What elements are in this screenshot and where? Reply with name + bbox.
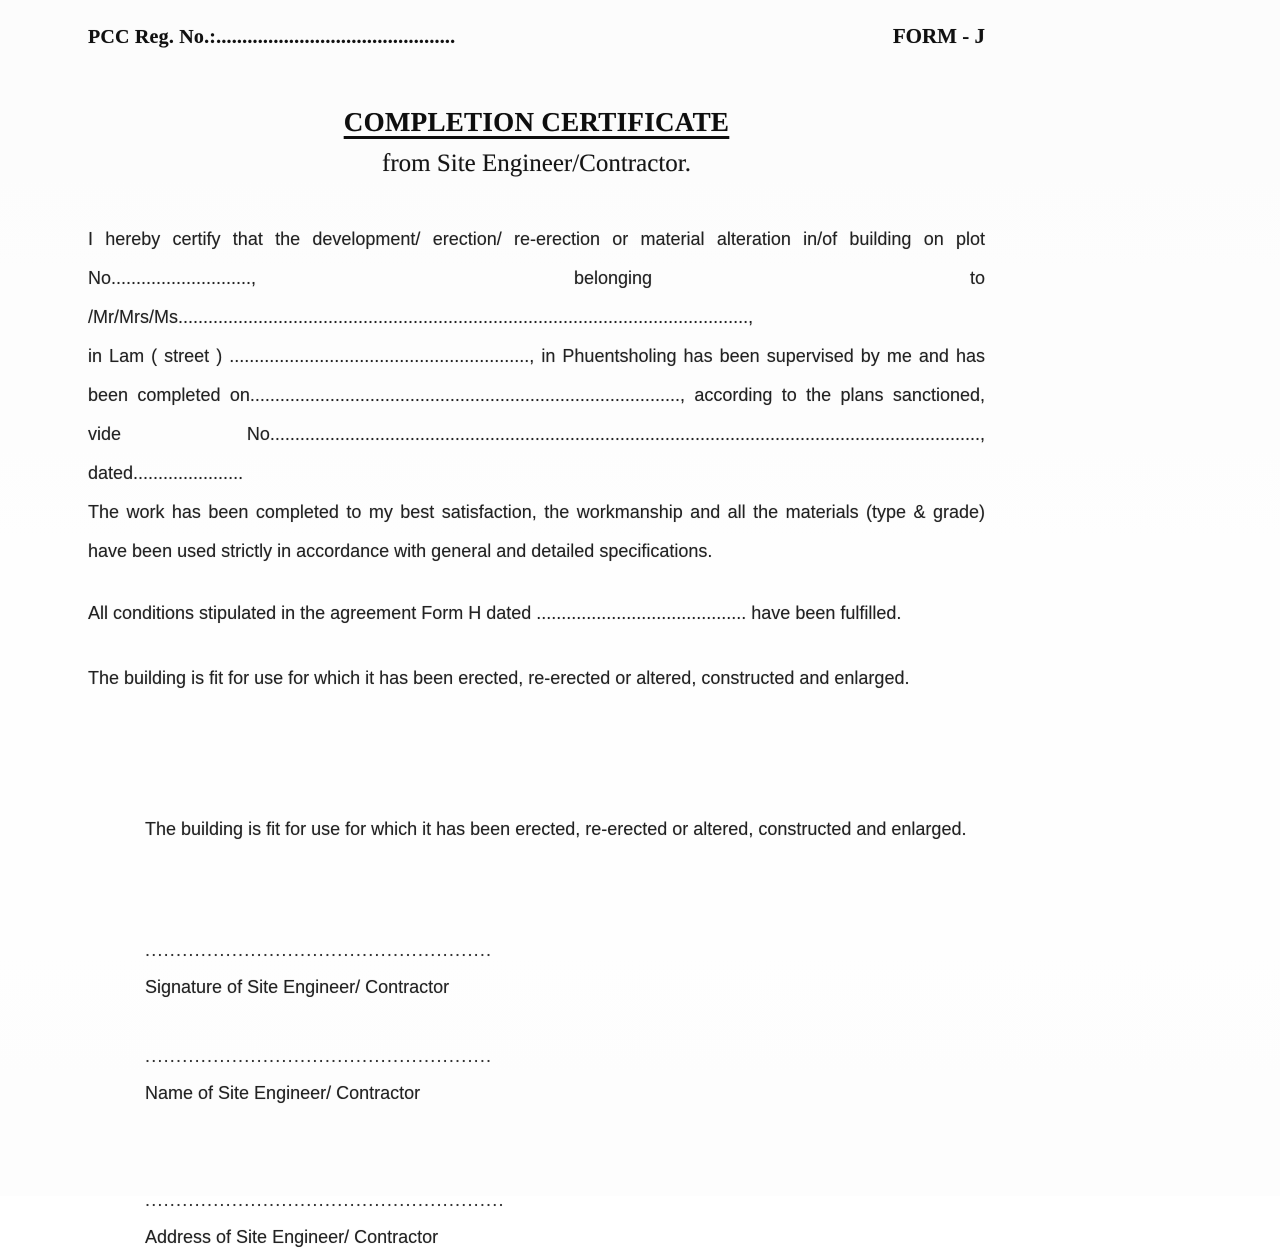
building-fit-line-repeat: The building is fit for use for which it has been erected, re-erected or altered, constructed and enlarged.: [145, 819, 967, 839]
pcc-reg-no-field: PCC Reg. No.:..............................................: [88, 26, 456, 48]
building-fit-line: The building is fit for use for which it has been erected, re-erected or altered, constructed and enlarged.: [88, 668, 910, 688]
name-block: [88, 1044, 985, 1106]
address-dots-line: ..........................................................: [145, 1190, 505, 1210]
signature-dots-line: ........................................................: [145, 940, 493, 960]
certify-line-6-workmanship: The work has been completed to my best satisfaction, the workmanship and all the materials (type & grade): [88, 502, 985, 522]
address-block: [88, 1188, 985, 1250]
certify-line-5-vide-no-dated-field: vide No.............................................................................................................................................., dated......................: [88, 424, 985, 483]
document-title-text: COMPLETION CERTIFICATE: [343, 107, 730, 137]
certify-paragraph: [88, 220, 985, 571]
document-subtitle: from Site Engineer/Contractor.: [382, 150, 691, 177]
form-number-label: FORM - J: [892, 24, 985, 48]
certify-line-1: I hereby certify that the development/ erection/ re-erection or material alteration in/of building on plot: [88, 229, 985, 249]
document-header: [88, 0, 985, 49]
form-h-conditions-line: All conditions stipulated in the agreement Form H dated .......................................... have been fulfilled.: [88, 603, 902, 623]
certify-line-7-specifications: have been used strictly in accordance with general and detailed specifications.: [88, 541, 713, 561]
address-label: Address of Site Engineer/ Contractor: [145, 1227, 439, 1247]
certify-line-3-street-field: in Lam ( street ) ............................................................, in Phuentsholing has been supervised by me and has: [88, 346, 985, 366]
document-title: [88, 107, 985, 138]
name-label: Name of Site Engineer/ Contractor: [145, 1083, 421, 1103]
certify-line-4-completed-date-field: been completed on......................................................................................, according to the plans sanctioned,: [88, 385, 985, 405]
signature-block: [88, 938, 985, 1000]
name-dots-line: ........................................................: [145, 1046, 493, 1066]
certify-line-2-plot-no-owner-field: No............................, belonging to /Mr/Mrs/Ms..................................................................................................................,: [88, 268, 985, 327]
signature-label: Signature of Site Engineer/ Contractor: [145, 977, 450, 997]
document-content: [88, 0, 985, 1250]
